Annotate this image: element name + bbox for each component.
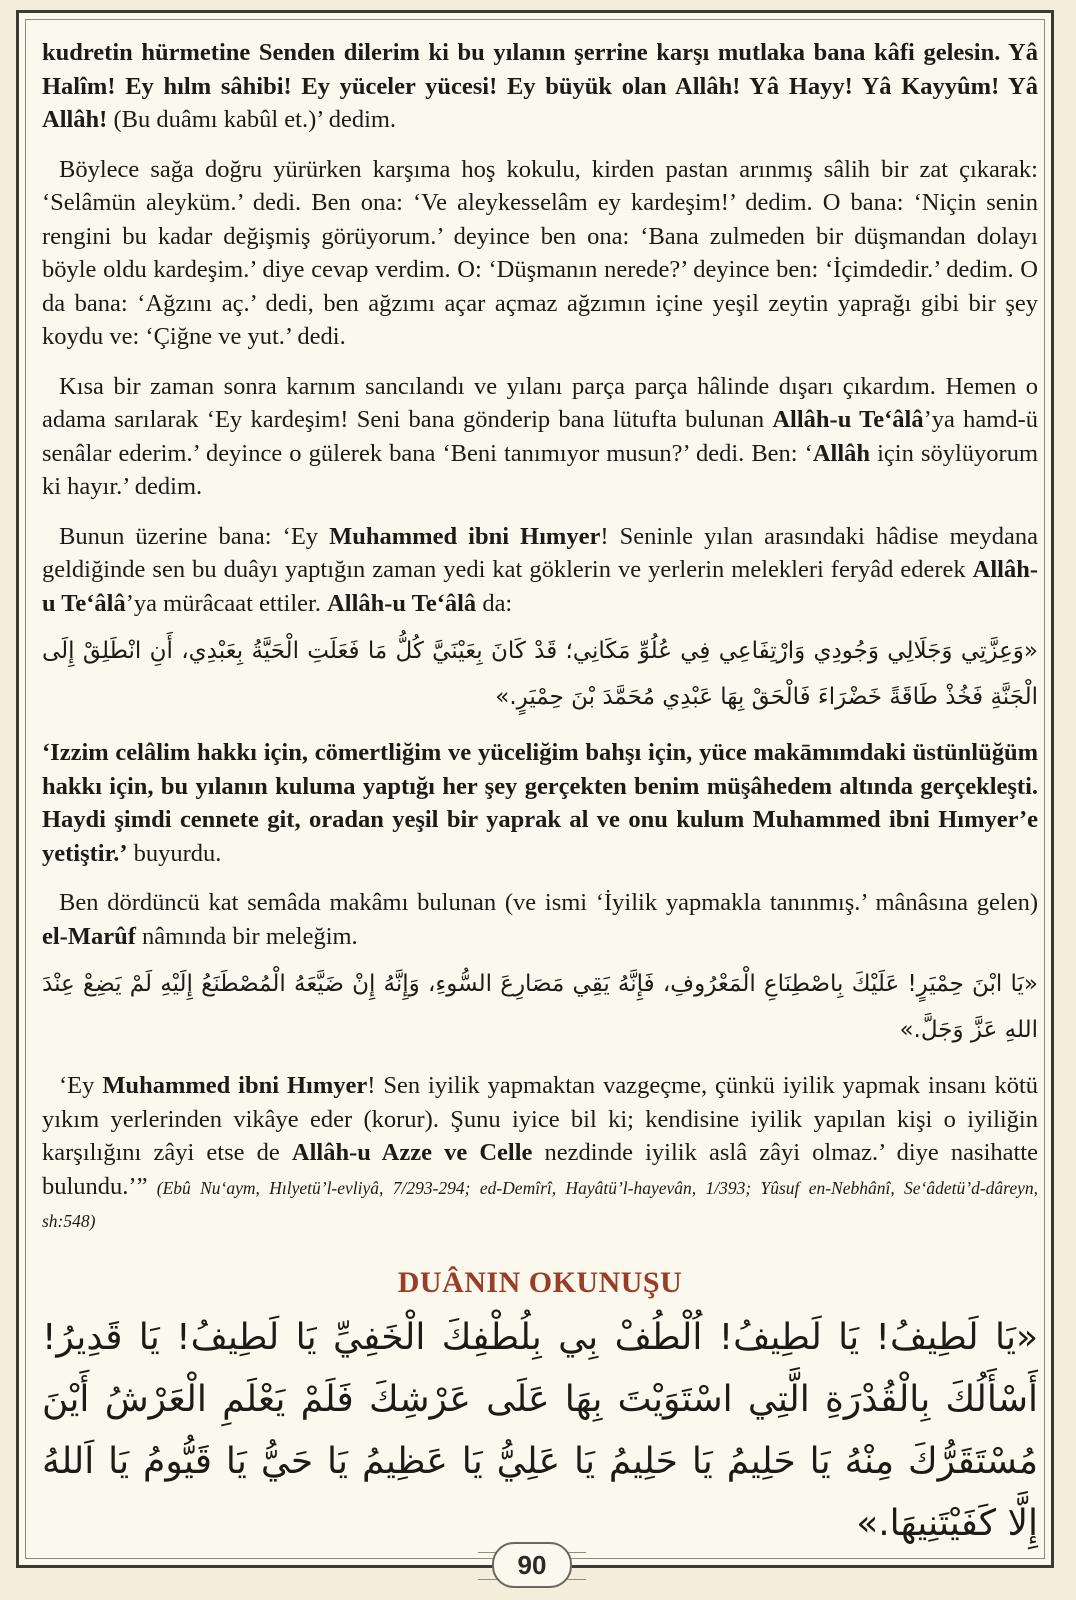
text: Ben dördüncü kat semâda makâmı bulunan (ve ismi ‘İyilik yapmakla tanınmış.’ mânâsına gelen) — [59, 889, 1038, 916]
page-number: 90 — [492, 1542, 572, 1588]
source-citation: (Ebû Nu‘aym, Hılyetü’l-evliyâ, 7/293-294; ed-Demîrî, Hayâtü’l-hayevân, 1/393; Yûsuf en-Nebhânî, Se‘âdetü’d-dâreyn, sh:548) — [42, 1177, 1038, 1231]
text: nâmında bir meleğim. — [135, 922, 358, 950]
bold-text: ‘Izzim celâlim hakkı için, cömertliğim ve yüceliğim bahşı için, yüce makāmımdaki üstünlüğüm hakkı için, bu yılanın kuluma yaptığı her şey gerçekten benim müşâhedem altında gerçekleşti. Haydi şimdi cennete git, oradan yeşil bir yaprak al ve onu kulum Muhammed ibni Hımyer’e yetiştir.’ — [42, 739, 1038, 867]
bold-text: Allâh — [812, 439, 871, 467]
paragraph-3 — [42, 370, 1038, 504]
bold-text: Allâh-u Azze ve Celle — [291, 1139, 533, 1166]
bold-text: Allâh-u Te‘âlâ — [327, 589, 477, 617]
text: için söylüyorum ki hayır.’ dedim. — [42, 439, 1038, 500]
bold-text: Allâh-u Te‘âlâ — [772, 406, 924, 433]
bold-text: Muhammed ibni Hımyer — [102, 1072, 368, 1099]
bold-text: el-Marûf — [42, 922, 136, 950]
paragraph-1 — [42, 36, 1038, 137]
paragraph-6 — [42, 886, 1038, 953]
paragraph-2: Böylece sağa doğru yürürken karşıma hoş kokulu, kirden pastan arınmış sâlih bir zat çıkarak: ‘Selâmün aleyküm.’ dedi. Ben ona: ‘Ve aleykesselâm ey kardeşim!’ dedim. O bana: ‘Niçin senin rengini bu kadar değişmiş görüyorum.’ deyince ben ona: ‘Bana zulmeden bir düşmandan dolayı böyle oldu kardeşim.’ diye cevap verdim. O: ‘Düşmanın nerede?’ deyince ben: ‘İçimdedir.’ dedim. O da bana: ‘Ağzını aç.’ dedi, ben ağzımı açar açmaz ağzımın içine yeşil zeytin yaprağı gibi bir şey koydu ve: ‘Çiğne ve yut.’ dedi. — [42, 155, 1038, 350]
text: (Bu duâmı kabûl et.)’ dedim. — [107, 106, 397, 133]
paragraph-4 — [42, 520, 1038, 621]
text: ! Sen iyilik yapmaktan vazgeçme, çünkü iyilik yapmak insanı kötü yıkım yerlerinden vikâye eder (korur). Şunu iyice bil ki; kendisine iyilik yapılan kişi o iyiliğin karşılığını zâyi etse de — [42, 1072, 1038, 1166]
text: Kısa bir zaman sonra karnım sancılandı ve yılanı parça parça hâlinde dışarı çıkardım. Hemen o adama sarılarak ‘Ey kardeşim! Seni bana gönderip bana lütufta bulunan — [42, 372, 1038, 433]
section-heading: DUÂNIN OKUNUŞU — [397, 1265, 683, 1299]
page-content — [42, 36, 1038, 1555]
text: ‘Ey — [59, 1072, 103, 1099]
arabic-quote-1: «وَعِزَّتِي وَجَلَالِي وَجُودِي وَارْتِفَاعِي فِي عُلُوِّ مَكَانِي؛ قَدْ كَانَ بِعَيْنَيَّ كُلُّ مَا فَعَلَتِ الْحَيَّةُ بِعَبْدِي، أَنِ انْطَلِقْ إِلَى الْجَنَّةِ فَخُذْ طَاقَةً خَضْرَاءَ فَالْحَقْ بِهَا عَبْدِي مُحَمَّدَ بْنَ حِمْيَرٍ.» — [42, 638, 1038, 710]
text: Bunun üzerine bana: ‘Ey — [59, 522, 330, 550]
text: ’ya hamd-ü senâlar ederim.’ deyince o gülerek bana ‘Beni tanımıyor musun?’ dedi. Ben: ‘ — [42, 406, 1038, 467]
paragraph-5 — [42, 736, 1038, 870]
bold-text: Allâh-u Te‘âlâ — [42, 556, 1038, 617]
text: nezdinde iyilik aslâ zâyi olmaz.’ diye nasihatte bulundu.’” — [42, 1139, 1038, 1200]
paragraph-7 — [42, 1069, 1038, 1237]
arabic-prayer: «يَا لَطِيفُ! يَا لَطِيفُ! اُلْطُفْ بِي بِلُطْفِكَ الْخَفِيِّ يَا لَطِيفُ! يَا قَدِيرُ! أَسْأَلُكَ بِالْقُدْرَةِ الَّتِي اسْتَوَيْتَ بِهَا عَلَى عَرْشِكَ فَلَمْ يَعْلَمِ الْعَرْشُ أَيْنَ مُسْتَقَرُّكَ مِنْهُ يَا حَلِيمُ يَا حَلِيمُ يَا عَلِيُّ يَا عَظِيمُ يَا حَيُّ يَا قَيُّومُ يَا اَللهُ إِلَّا كَفَيْتَنِيهَا.» — [42, 1316, 1038, 1544]
text: da: — [476, 589, 513, 617]
arabic-quote-2: «يَا ابْنَ حِمْيَرٍ! عَلَيْكَ بِاصْطِنَاعِ الْمَعْرُوفِ، فَإِنَّهُ يَقِي مَصَارِعَ السُّوءِ، وَإِنَّهُ إِنْ ضَيَّعَهُ الْمُصْطَنَعُ إِلَيْهِ لَمْ يَضِعْ عِنْدَ اللهِ عَزَّ وَجَلَّ.» — [42, 971, 1038, 1043]
text: ’ya mürâcaat ettiler. — [125, 589, 328, 617]
text: buyurdu. — [127, 839, 222, 867]
text: ! Seninle yılan arasındaki hâdise meydana geldiğinde sen bu duâyı yaptığın zaman yedi kat göklerin ve yerlerin melekleri feryâd ederek — [42, 522, 1038, 583]
bold-text: kudretin hürmetine Senden dilerim ki bu yılanın şerrine karşı mutlaka bana kâfi gelesin. Yâ Halîm! Ey hılm sâhibi! Ey yüceler yücesi! Ey büyük olan Allâh! Yâ Hayy! Yâ Kayyûm! Yâ Allâh! — [42, 39, 1038, 133]
bold-text: Muhammed ibni Hımyer — [329, 522, 601, 550]
